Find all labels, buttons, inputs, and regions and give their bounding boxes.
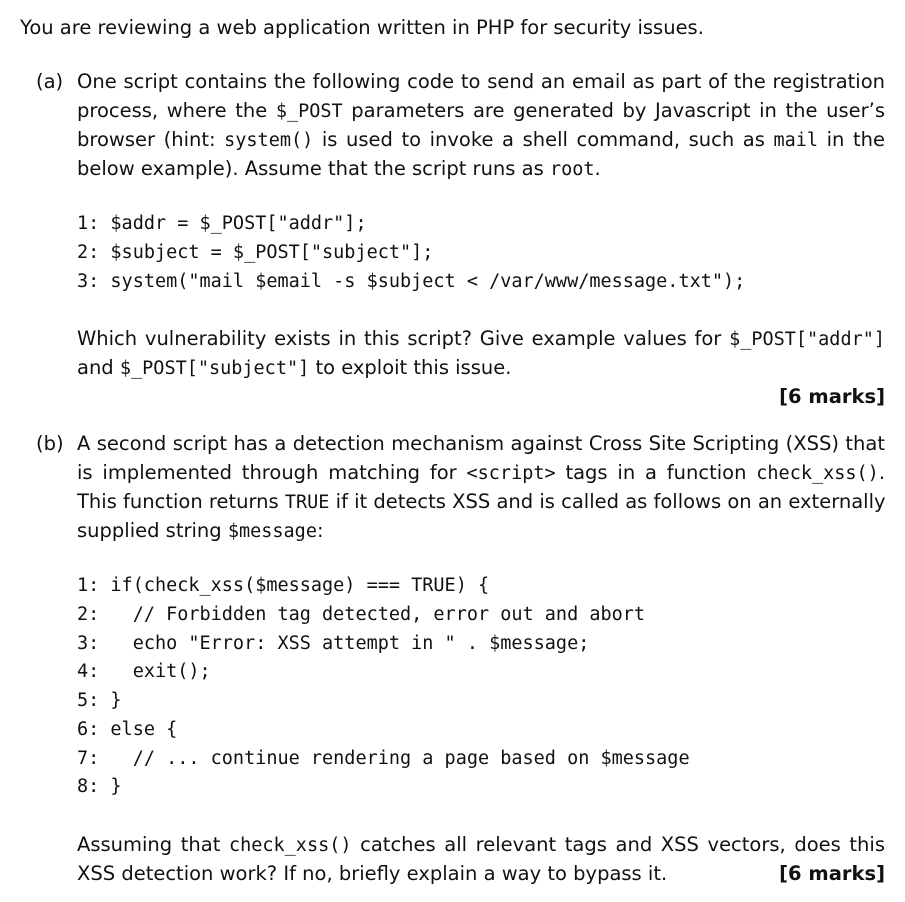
part-a-line-1: One script contains the following code to send an email as part of the registration (77, 70, 885, 93)
part-b-code-line-3: 3: echo "Error: XSS attempt in " . $message; (77, 633, 590, 654)
part-b-code-line-1: 1: if(check_xss($message) === TRUE) { (77, 575, 490, 596)
part-b-question-line-1: Assuming that check_xss() catches all relevant tags and XSS vectors, does this (77, 833, 885, 856)
part-a-question-line-2: and $_POST["subject"] to exploit this issue. (77, 356, 512, 379)
part-b-marks: [6 marks] (779, 862, 885, 885)
part-b-line-4: supplied string $message: (77, 519, 324, 542)
part-b-code-line-5: 5: } (77, 690, 122, 711)
part-b-code-line-8: 8: } (77, 776, 122, 797)
intro-text: You are reviewing a web application written in PHP for security issues. (20, 16, 704, 39)
part-a-code-line-2: 2: $subject = $_POST["subject"]; (77, 242, 434, 263)
part-b-question-line-2: XSS detection work? If no, briefly explain a way to bypass it. (77, 862, 668, 885)
part-a-code-line-1: 1: $addr = $_POST["addr"]; (77, 213, 367, 234)
part-a-question-line-1: Which vulnerability exists in this script? Give example values for $_POST["addr"] (77, 327, 885, 350)
part-b-code-line-4: 4: exit(); (77, 661, 211, 682)
part-a-marks: [6 marks] (779, 385, 885, 408)
part-a-code-line-3: 3: system("mail $email -s $subject < /var/www/message.txt"); (77, 271, 746, 292)
part-b-code-line-7: 7: // ... continue rendering a page based on $message (77, 748, 690, 769)
part-a-line-2: process, where the $_POST parameters are generated by Javascript in the user’s (77, 99, 885, 122)
part-b-code-line-6: 6: else { (77, 719, 178, 740)
part-a-line-3: browser (hint: system() is used to invoke a shell command, such as mail in the (77, 128, 885, 151)
part-b-label: (b) (36, 432, 64, 455)
part-b-code-line-2: 2: // Forbidden tag detected, error out and abort (77, 604, 646, 625)
part-a-line-4: below example). Assume that the script runs as root. (77, 157, 601, 180)
part-b-line-3: This function returns TRUE if it detects XSS and is called as follows on an externally (77, 490, 886, 513)
part-b-line-2: is implemented through matching for <script> tags in a function check_xss(). (77, 461, 886, 484)
part-a-label: (a) (36, 70, 64, 93)
part-b-line-1: A second script has a detection mechanism against Cross Site Scripting (XSS) that (77, 432, 885, 455)
